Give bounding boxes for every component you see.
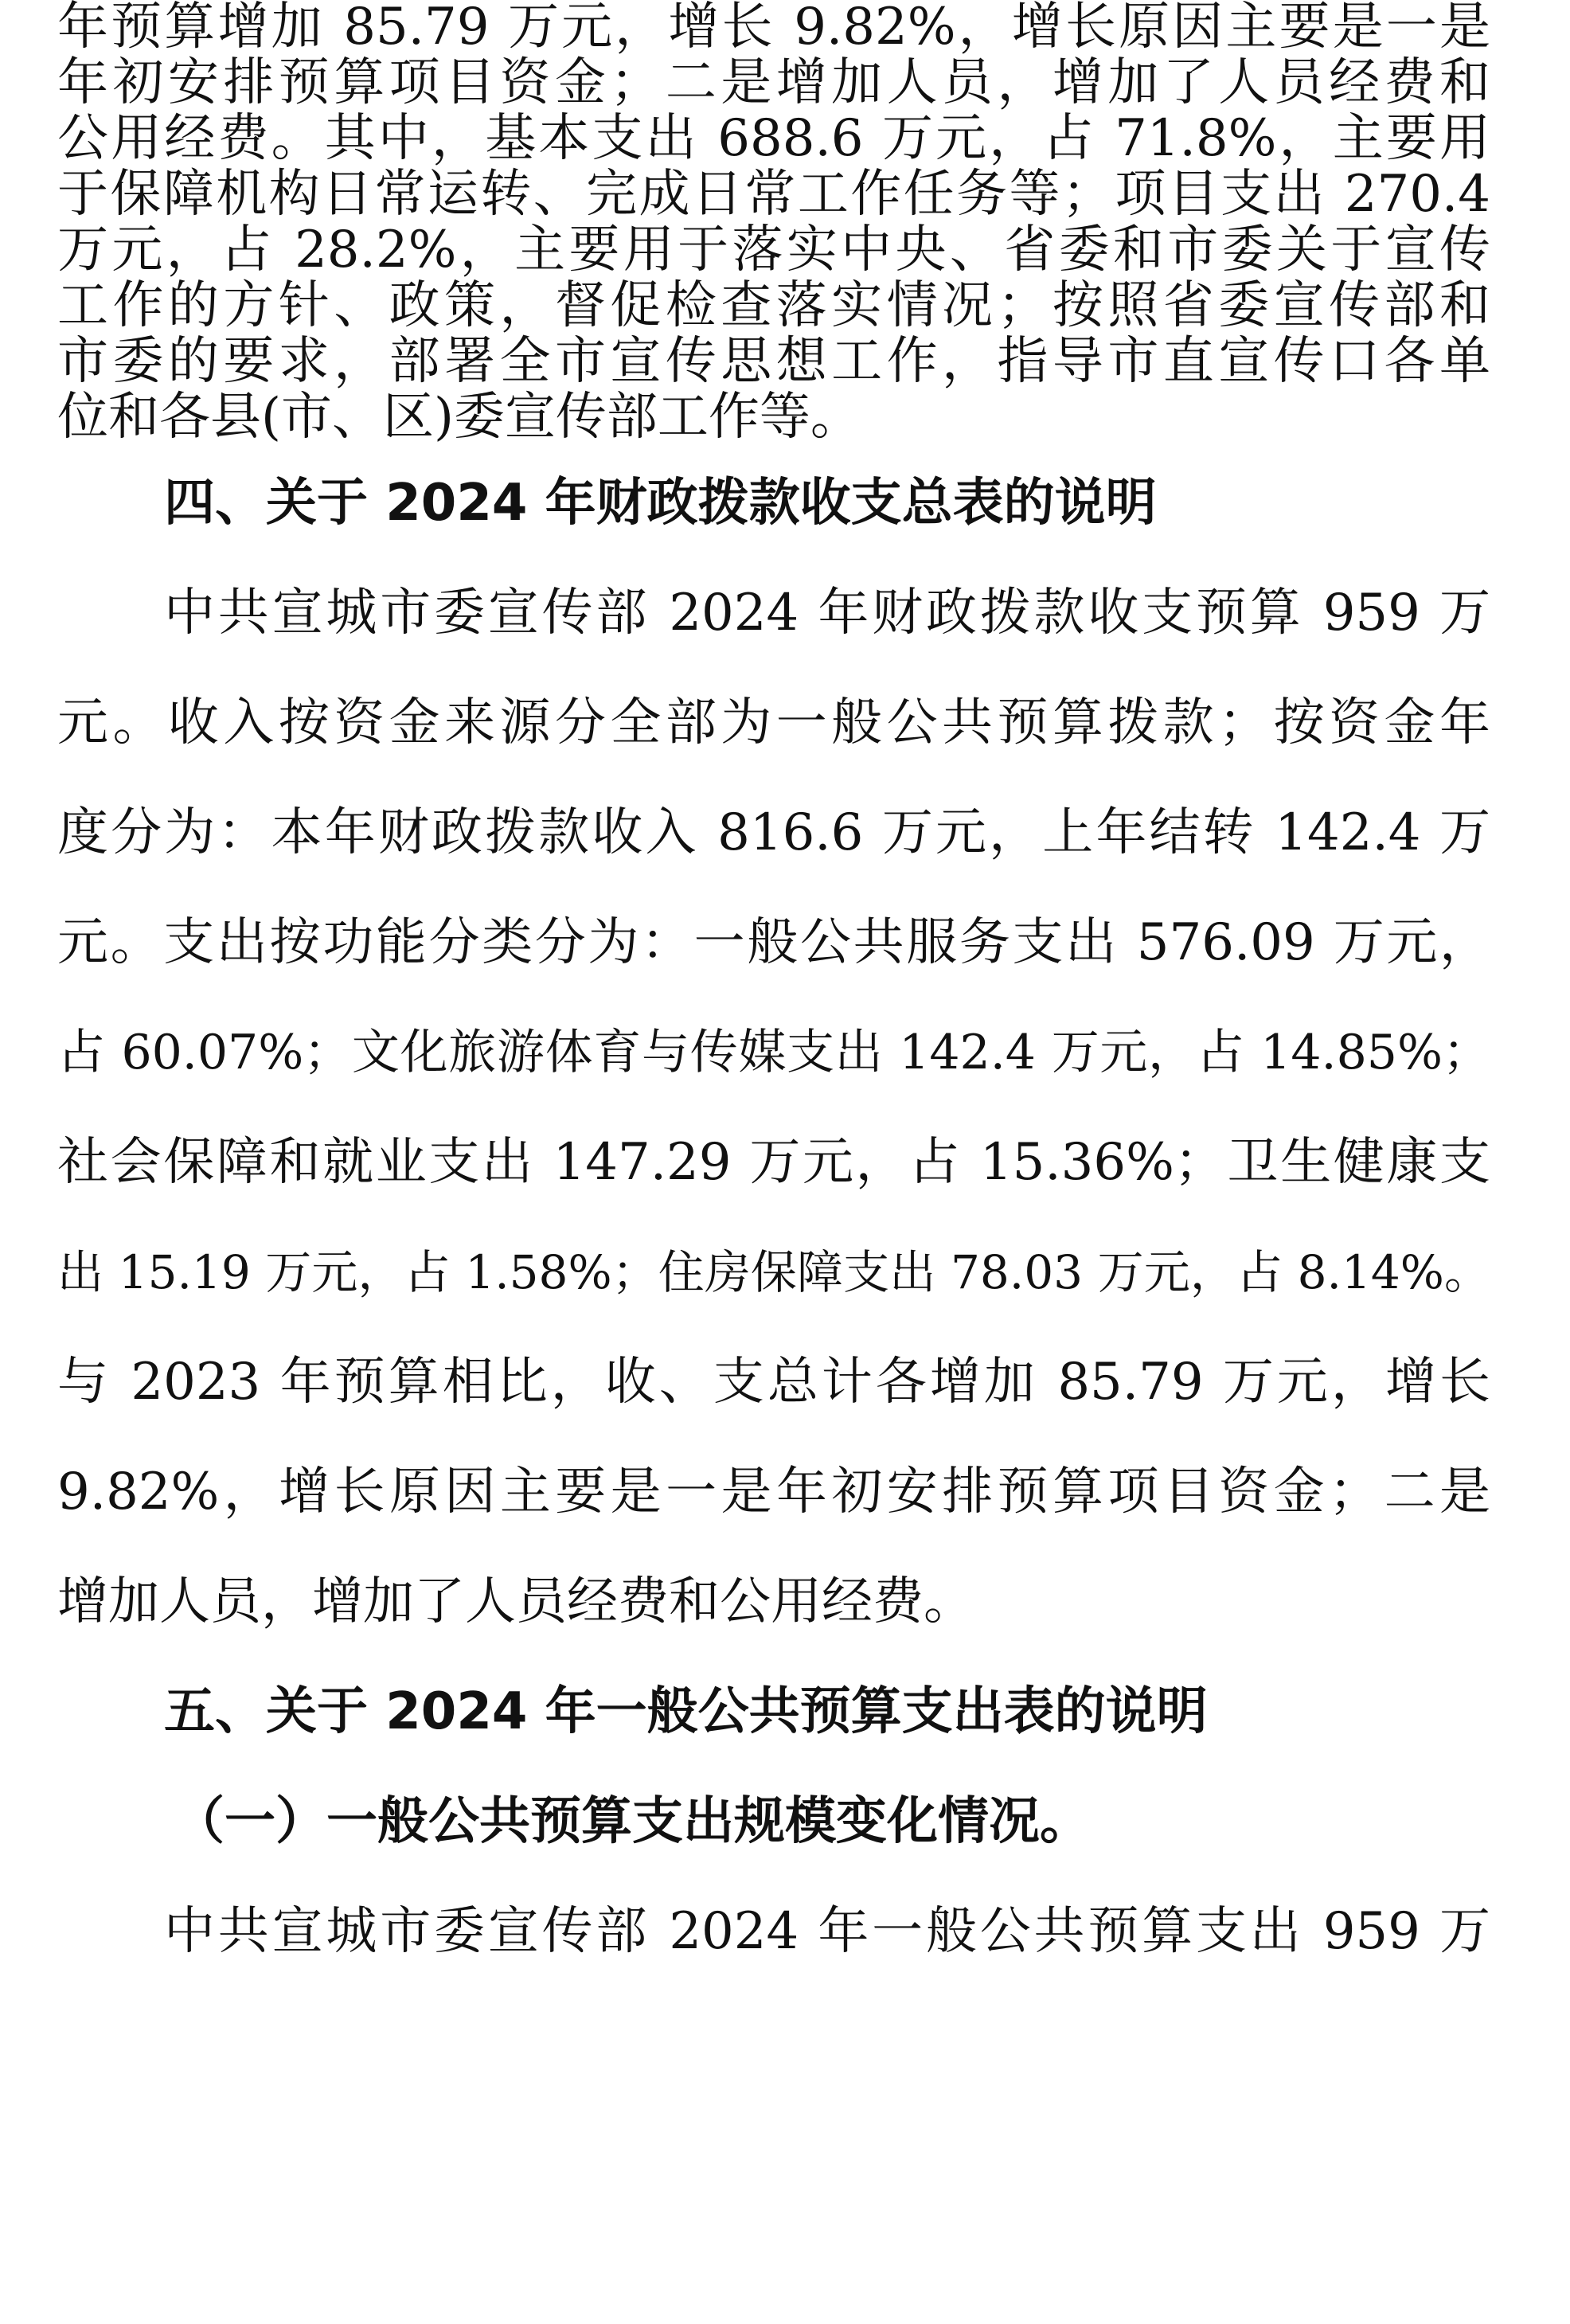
body-text-line: 占 60.07%；文化旅游体育与传媒支出 142.4 万元，占 14.85%； bbox=[57, 1025, 1490, 1080]
body-text-line: 市委的要求，部署全市宣传思想工作，指导市直宣传口各单 bbox=[57, 332, 1490, 391]
body-text-line: 社会保障和就业支出 147.29 万元，占 15.36%；卫生健康支 bbox=[57, 1133, 1490, 1192]
body-text-line: 中共宣城市委宣传部 2024 年财政拨款收支预算 959 万 bbox=[164, 584, 1490, 643]
body-text-line: 年预算增加 85.79 万元，增长 9.82%，增长原因主要是一是 bbox=[57, 0, 1490, 57]
section-heading: 四、关于 2024 年财政拨款收支总表的说明 bbox=[164, 474, 1157, 533]
body-text-line: 与 2023 年预算相比，收、支总计各增加 85.79 万元，增长 bbox=[57, 1353, 1490, 1412]
body-text-line: 年初安排预算项目资金；二是增加人员，增加了人员经费和 bbox=[57, 53, 1490, 112]
body-text-line: 中共宣城市委宣传部 2024 年一般公共预算支出 959 万 bbox=[164, 1902, 1490, 1961]
section-heading: 五、关于 2024 年一般公共预算支出表的说明 bbox=[164, 1682, 1208, 1741]
body-text-line: 位和各县(市、区)委宣传部工作等。 bbox=[57, 388, 861, 447]
subsection-heading: （一）一般公共预算支出规模变化情况。 bbox=[174, 1791, 1091, 1851]
body-text-line: 万元，占 28.2%，主要用于落实中央、省委和市委关于宣传 bbox=[57, 221, 1490, 279]
body-text-line: 于保障机构日常运转、完成日常工作任务等；项目支出 270.4 bbox=[57, 165, 1490, 224]
body-text-line: 元。支出按功能分类分为：一般公共服务支出 576.09 万元， bbox=[57, 913, 1490, 972]
body-text-line: 度分为：本年财政拨款收入 816.6 万元，上年结转 142.4 万 bbox=[57, 803, 1490, 862]
body-text-line: 9.82%，增长原因主要是一是年初安排预算项目资金；二是 bbox=[57, 1463, 1490, 1521]
body-text-line: 元。收入按资金来源分全部为一般公共预算拨款；按资金年 bbox=[57, 693, 1490, 752]
body-text-line: 公用经费。其中，基本支出 688.6 万元，占 71.8%，主要用 bbox=[57, 109, 1490, 168]
body-text-line: 出 15.19 万元，占 1.58%；住房保障支出 78.03 万元，占 8.14%。 bbox=[57, 1245, 1490, 1299]
body-text-line: 增加人员，增加了人员经费和公用经费。 bbox=[57, 1572, 974, 1631]
body-text-line: 工作的方针、政策，督促检查落实情况；按照省委宣传部和 bbox=[57, 276, 1490, 335]
